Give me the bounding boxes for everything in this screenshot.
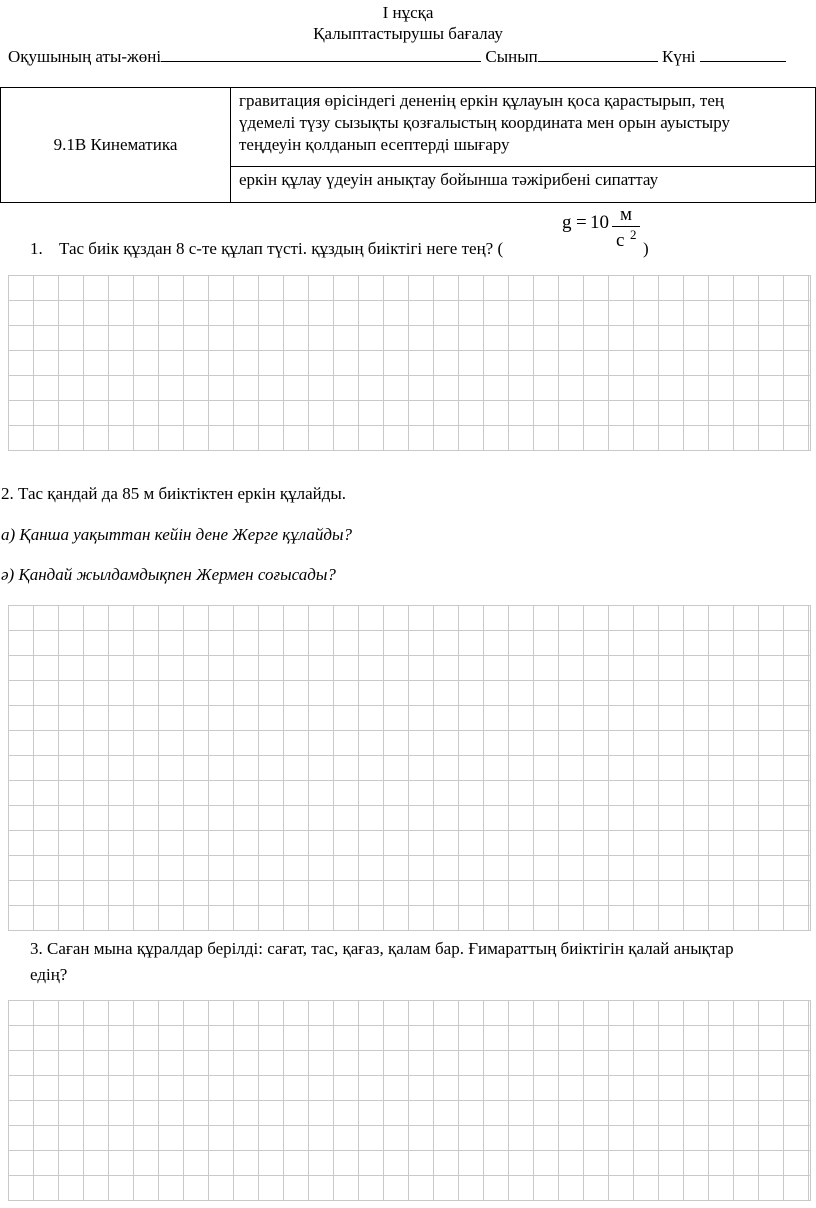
variant-title: I нұсқа <box>382 3 434 22</box>
date-label: Күні <box>662 47 696 66</box>
student-name-blank[interactable] <box>161 46 481 62</box>
question-2: 2. Тас қандай да 85 м биіктіктен еркін құлайды. <box>1 484 347 503</box>
question-3-line-2: едің? <box>30 965 68 984</box>
assessment-title: Қалыптастырушы бағалау <box>313 24 503 43</box>
formula-equals: = <box>576 212 587 233</box>
question-1-text: Тас биік құздан 8 с-те құлап түсті. құздың биіктігі неге тең? ( <box>59 239 504 258</box>
student-name-line[interactable] <box>8 46 786 67</box>
formula-denominator: с <box>616 230 625 251</box>
date-blank[interactable] <box>700 46 786 62</box>
topic-cell: 9.1В Кинематика <box>1 88 231 203</box>
objective-1-line: гравитация өрісіндегі дененің еркін құлауын қоса қарастырып, тең <box>239 91 724 110</box>
formula-value: 10 <box>590 212 609 233</box>
question-1-number: 1. <box>30 239 43 258</box>
answer-grid-1[interactable] <box>8 275 811 451</box>
question-2-part-a: а) Қанша уақыттан кейін дене Жерге құлайды? <box>1 525 352 544</box>
formula-g: g <box>562 212 572 233</box>
class-label: Сынып <box>485 47 538 66</box>
question-1-close-paren: ) <box>643 239 649 258</box>
gravity-formula <box>560 205 650 255</box>
formula-numerator: м <box>620 204 633 225</box>
objective-1-line: теңдеуін қолданып есептерді шығару <box>239 135 510 154</box>
question-1 <box>30 238 503 259</box>
question-2-part-b: ә) Қандай жылдамдықпен Жермен соғысады? <box>1 565 336 584</box>
answer-grid-3[interactable] <box>8 1000 811 1201</box>
class-blank[interactable] <box>538 46 658 62</box>
formula-exponent: 2 <box>630 227 637 242</box>
objective-2-cell: еркін құлау үдеуін анықтау бойынша тәжірибені сипаттау <box>231 166 816 202</box>
question-3-line-1: 3. Саған мына құралдар берілді: сағат, тас, қағаз, қалам бар. Ғимараттың биіктігін қалай анықтар <box>30 939 734 958</box>
student-name-label: Оқушының аты-жөні <box>8 47 162 66</box>
objective-1-line: үдемелі түзу сызықты қозғалыстың координата мен орын ауыстыру <box>239 113 730 132</box>
answer-grid-2[interactable] <box>8 605 811 931</box>
objective-1-cell <box>231 88 816 167</box>
learning-objectives-table <box>0 87 816 203</box>
